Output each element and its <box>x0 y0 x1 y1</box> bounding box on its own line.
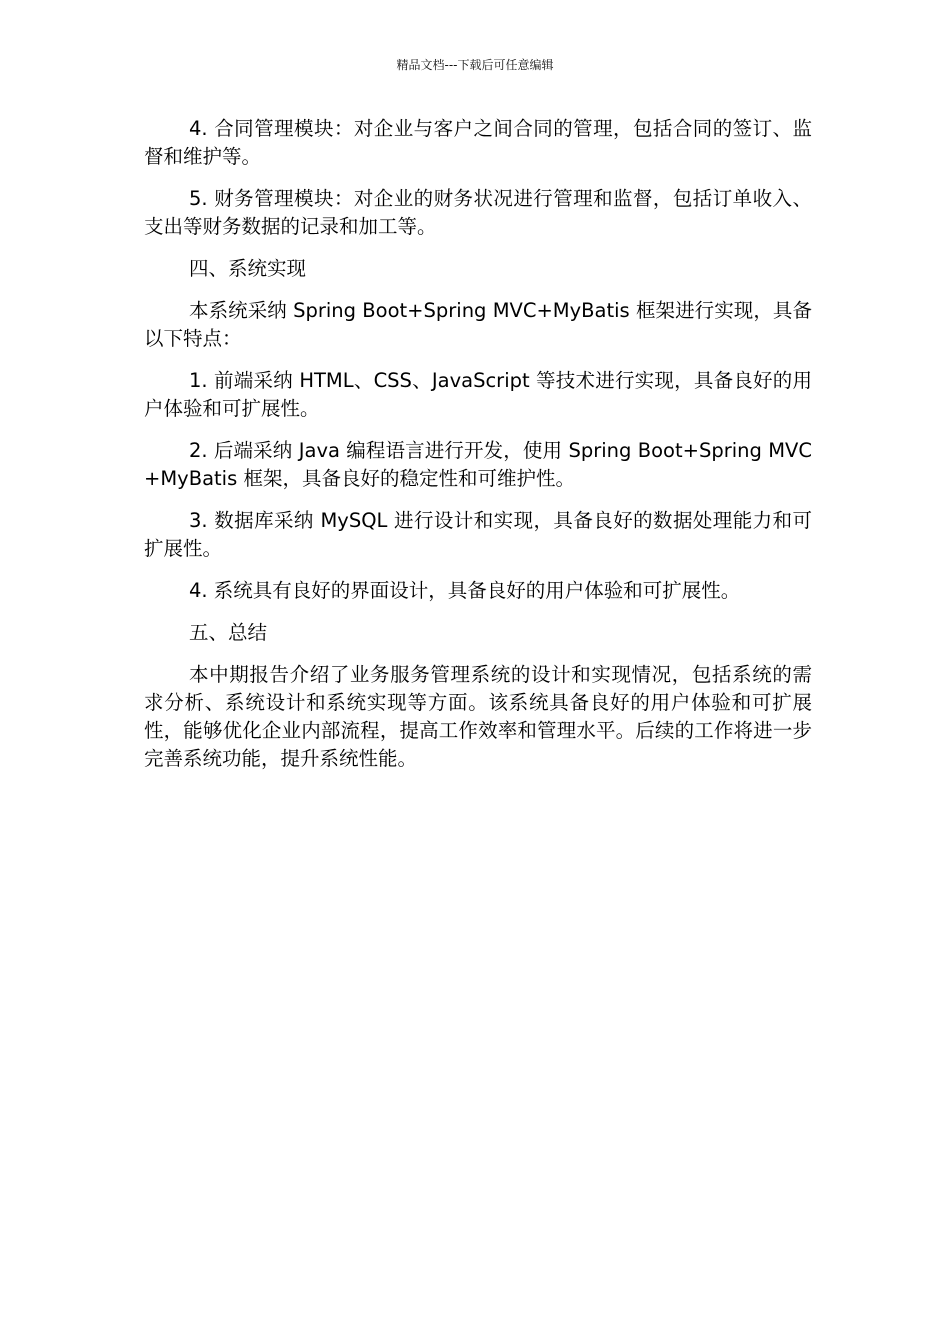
paragraph-interface: 4. 系统具有良好的界面设计，具备良好的用户体验和可扩展性。 <box>189 579 741 602</box>
paragraph-backend: 2. 后端采纳 Java 编程语言进行开发，使用 Spring Boot+Spring MVC+MyBatis 框架，具备良好的稳定性和可维护性。 <box>144 439 812 490</box>
paragraph-framework-intro: 本系统采纳 Spring Boot+Spring MVC+MyBatis 框架进行实现，具备以下特点： <box>144 299 812 350</box>
section-heading-implementation: 四、系统实现 <box>189 257 307 280</box>
page-header: 精品文档---下载后可任意编辑 <box>396 58 554 72</box>
paragraph-database: 3. 数据库采纳 MySQL 进行设计和实现，具备良好的数据处理能力和可扩展性。 <box>144 509 812 560</box>
section-heading-summary: 五、总结 <box>189 621 268 644</box>
paragraph-contract-module: 4. 合同管理模块：对企业与客户之间合同的管理，包括合同的签订、监督和维护等。 <box>144 117 812 168</box>
paragraph-frontend: 1. 前端采纳 HTML、CSS、JavaScript 等技术进行实现，具备良好的用户体验和可扩展性。 <box>144 369 812 420</box>
document-body <box>144 115 812 787</box>
paragraph-finance-module: 5. 财务管理模块：对企业的财务状况进行管理和监督，包括订单收入、支出等财务数据的记录和加工等。 <box>144 187 812 238</box>
paragraph-summary: 本中期报告介绍了业务服务管理系统的设计和实现情况，包括系统的需求分析、系统设计和系统实现等方面。该系统具备良好的用户体验和可扩展性，能够优化企业内部流程，提高工作效率和管理水平。后续的工作将进一步完善系统功能，提升系统性能。 <box>144 663 812 770</box>
